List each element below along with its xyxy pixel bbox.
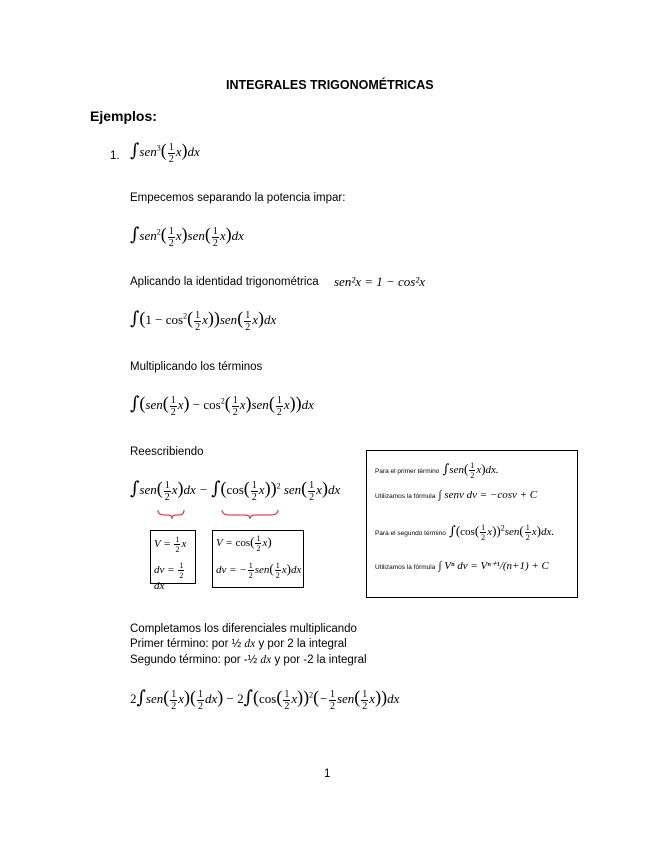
page-title: INTEGRALES TRIGONOMÉTRICAS <box>226 78 434 92</box>
step-text-5: Completamos los diferenciales multiplicando <box>130 623 357 635</box>
item-number: 1. <box>110 150 120 162</box>
section-heading: Ejemplos: <box>90 108 157 124</box>
note-formula-1: ∫ senv dv = −cosv + C <box>438 489 538 501</box>
underbraces <box>150 508 290 522</box>
equation-5: ∫sen( $\frac{1}{2}$ x)dx − ∫(cos( $\frac{1}{2}$ x))$^2$ sen( $\frac{1}{2}$ x)dx <box>130 478 341 503</box>
step-text-4: Reescribiendo <box>130 446 204 458</box>
equation-3: $\int(1 - \cos^2$( $\frac{1}{2}$ x))sen( $\frac{1}{2}$ x)dx <box>130 308 277 333</box>
equation-1: ∫sen$^3$( $\frac{1}{2}$ x)dx <box>130 140 200 165</box>
identity-formula: sen²x = 1 − cos²x <box>334 274 426 289</box>
note-line-3: Para el segundo término <box>375 530 446 538</box>
page-number: 1 <box>324 768 331 780</box>
step-text-2: Aplicando la identidad trigonométrica <box>130 276 319 288</box>
completion-line-1: Primer término: por ½ dx y por 2 la integral <box>130 638 347 650</box>
note-formula-2: ∫ Vⁿ dv = Vⁿ⁺¹/(n+1) + C <box>438 560 549 572</box>
equation-2: ∫sen$^2$( $\frac{1}{2}$ x)sen( $\frac{1}{2}$ x)dx <box>130 224 244 249</box>
underbrace-1 <box>158 510 184 519</box>
substitution-box-1: V = $\frac{1}{2}$ x dv = $\frac{1}{2}$ dx <box>150 530 196 584</box>
note-line-4: Utilizamos la fórmula <box>375 564 436 571</box>
step-text-1: Empecemos separando la potencia impar: <box>130 192 346 204</box>
completion-line-2: Segundo término: por -½ dx y por -2 la integral <box>130 654 367 666</box>
equation-final: 2∫sen( $\frac{1}{2}$ x)( $\frac{1}{2}$ dx) − 2∫(cos( $\frac{1}{2}$ x))$^2$(− $\frac{1}{2}$ sen( $\frac{1}{2}$ x))dx <box>130 687 400 712</box>
note-box: Para el primer término ∫sen( $\frac{1}{2}$ x)dx. Utilizamos la fórmula ∫ senv dv = −cosv + C Para el segundo término ∫(cos( $\frac{1}{2}$ x))$^2$sen( $\frac{1}{2}$ x)dx. Utilizamos la fórmula ∫ Vⁿ dv = Vⁿ⁺¹/(n+1) + C <box>366 450 578 598</box>
step-text-3: Multiplicando los términos <box>130 361 263 373</box>
note-line-2: Utilizamos la fórmula <box>375 493 436 500</box>
note-line-1: Para el primer término <box>375 468 440 476</box>
equation-4: ∫(sen( $\frac{1}{2}$ $x) - \cos^2$( $\frac{1}{2}$ x)sen( $\frac{1}{2}$ x))dx <box>130 393 314 418</box>
underbrace-2 <box>222 510 278 519</box>
substitution-box-2: V = cos( $\frac{1}{2}$ x) dv = − $\frac{1}{2}$ sen( $\frac{1}{2}$ x)dx <box>212 530 304 588</box>
